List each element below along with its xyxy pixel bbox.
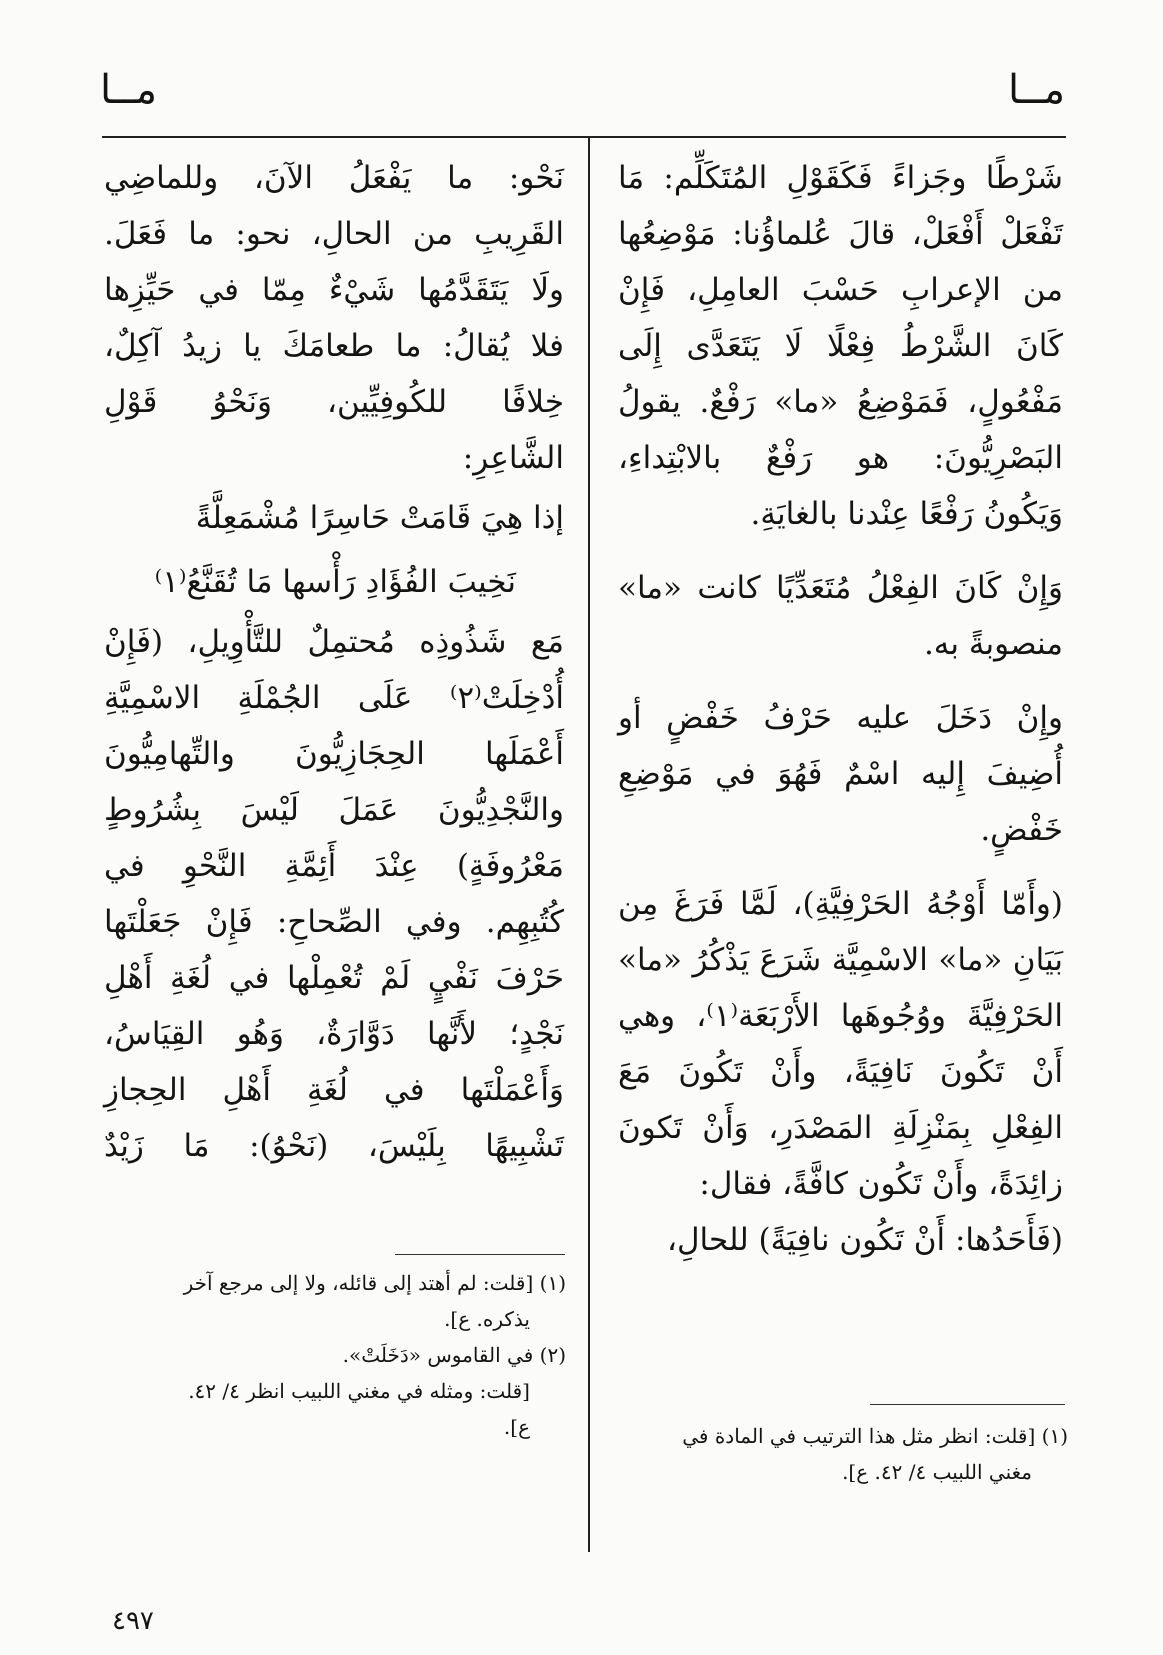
text-line: الحَرْفِيَّةَ ووُجُوهَها الأَرْبَعَة⁽١⁾، وهي [618,998,1063,1034]
text-line: خِلافًا للكُوفِيِّين، وَنَحْوُ قَوْلِ [104,384,564,420]
column-divider [588,138,590,1552]
text-line: الفِعْلِ بِمَنْزِلَةِ المَصْدَرِ، وَأَنْ تَكونَ [618,1110,1063,1146]
footnotes-left [104,1265,566,1445]
text-line: كُتُبِهِم. وفي الصِّحاحِ: فَإِنْ جَعَلْتَها [104,904,564,940]
text-line: كَانَ الشَّرْطُ فِعْلًا لَا يَتَعَدَّى إِلَى [618,328,1063,364]
text-line: أُضِيفَ إِليه اسْمٌ فَهُوَ في مَوْضِعِ [618,756,1063,792]
text-line: مَفْعُولٍ، فَمَوْضِعُ «ما» رَفْعٌ. يقولُ [618,384,1063,420]
text-line: أَنْ تَكُونَ نَافِيَةً، وأَنْ تَكُونَ مَعَ [618,1054,1063,1090]
page-number: ٤٩٧ [112,1606,154,1636]
text-line: شَرْطًا وجَزاءً فَكَقَوْلِ المُتَكَلِّم: مَا [618,160,1063,196]
text-line: (وأَمّا أَوْجُهُ الحَرْفِيَّةِ)، لَمَّا فَرَغَ مِن [618,886,1063,922]
running-header-right: مــا [1007,67,1065,113]
footnote-line: ع]. [503,1415,530,1439]
text-line: البَصْرِيُّونَ: هو رَفْعٌ بالابْتِداءِ، [618,440,1063,476]
footnote-line: (١) [قلت: لم أهتد إلى قائله، ولا إلى مرجع آخر [183,1271,566,1295]
verse-line: إذا هِيَ قَامَتْ حَاسِرًا مُشْمَعِلَّةً [195,500,564,536]
text-line: القَرِيبِ من الحالِ، نحو: ما فَعَلَ. [104,216,564,252]
text-line: (فَأَحَدُها: أَنْ تَكُون نافِيَةً) للحالِ، [666,1222,1063,1258]
text-line: نَجْدٍ؛ لأَنَّها دَوَّارَةٌ، وَهُو القِيَاسُ، [104,1016,564,1052]
text-line: تَشْبِيهًا بِلَيْسَ، (نَحْوُ): مَا زَيْدٌ [104,1128,564,1164]
text-line: من الإعرابِ حَسْبَ العامِلِ، فَإِنْ [618,272,1063,308]
text-line: وإِنْ دَخَلَ عليه حَرْفُ خَفْضٍ أو [618,700,1063,736]
text-line: مَعْرُوفَةٍ) عِنْدَ أَئِمَّةِ النَّحْوِ في [104,848,564,884]
text-line: الشَّاعِرِ: [462,440,564,476]
text-line: نَحْو: ما يَفْعَلُ الآنَ، وللماضِي [104,160,564,196]
text-line: خَفْضٍ. [980,812,1063,848]
text-line: أَعْمَلَها الحِجَازِيُّونَ والتِّهامِيُّونَ [104,736,564,772]
text-line: حَرْفَ نَفْيٍ لَمْ تُعْمِلْها في لُغَةِ أَهْلِ [104,960,564,996]
footnote-line: (١) [قلت: انظر مثل هذا الترتيب في المادة في [682,1424,1068,1448]
running-header-left: مــا [100,67,158,113]
text-line: والنَّجْدِيُّونَ عَمَلَ لَيْسَ بِشُرُوطٍ [104,792,564,828]
text-line: مَع شَذُوذِه مُحتمِلٌ للتَّأْوِيلِ، (فَإِنْ [104,624,564,660]
footnote-line: (٢) في القاموس «دَخَلَتْ». [342,1343,566,1367]
footnotes-right [618,1418,1068,1490]
text-line: تَفْعَلْ أَفْعَلْ، قالَ عُلماؤُنا: مَوْضِعُها [618,216,1063,252]
verse-line: نَخِيبَ الفُؤَادِ رَأْسها مَا تُقَنَّعُ⁽١⁾ [154,564,516,600]
footnote-rule [395,1254,565,1255]
right-column [618,150,1063,1268]
text-line: أُدْخِلَتْ⁽٢⁾ عَلَى الجُمْلَةِ الاسْمِيَّةِ [104,680,564,716]
footnote-line: [قلت: ومثله في مغني اللبيب انظر ٤/ ٤٢. [188,1379,530,1403]
header-rule [102,136,1066,138]
text-line: منصوبةً به. [923,626,1063,662]
footnote-line: مغني اللبيب ٤/ ٤٢. ع]. [842,1460,1032,1484]
text-line: زائِدَةً، وأَنْ تَكُون كافَّةً، فقال: [699,1166,1063,1202]
text-line: وَيَكُونُ رَفْعًا عِنْدنا بالغايَةِ. [750,496,1063,532]
left-column [104,150,564,1174]
text-line: فلا يُقالُ: ما طعامَكَ يا زيدُ آكِلٌ، [104,328,564,364]
text-line: وَأَعْمَلْتَها في لُغَةِ أَهْلِ الحِجازِ [104,1072,564,1108]
footnote-line: يذكره. ع]. [444,1307,530,1331]
text-line: بَيَانِ «ما» الاسْمِيَّة شَرَعَ يَذْكُرُ «ما» [618,942,1063,978]
footnote-rule [870,1404,1065,1405]
text-line: وَإِنْ كَانَ الفِعْلُ مُتَعَدِّيًا كانت «ما» [618,570,1063,606]
text-line: ولَا يَتَقَدَّمُها شَيْءٌ مِمّا في حَيِّزِها [104,272,564,308]
